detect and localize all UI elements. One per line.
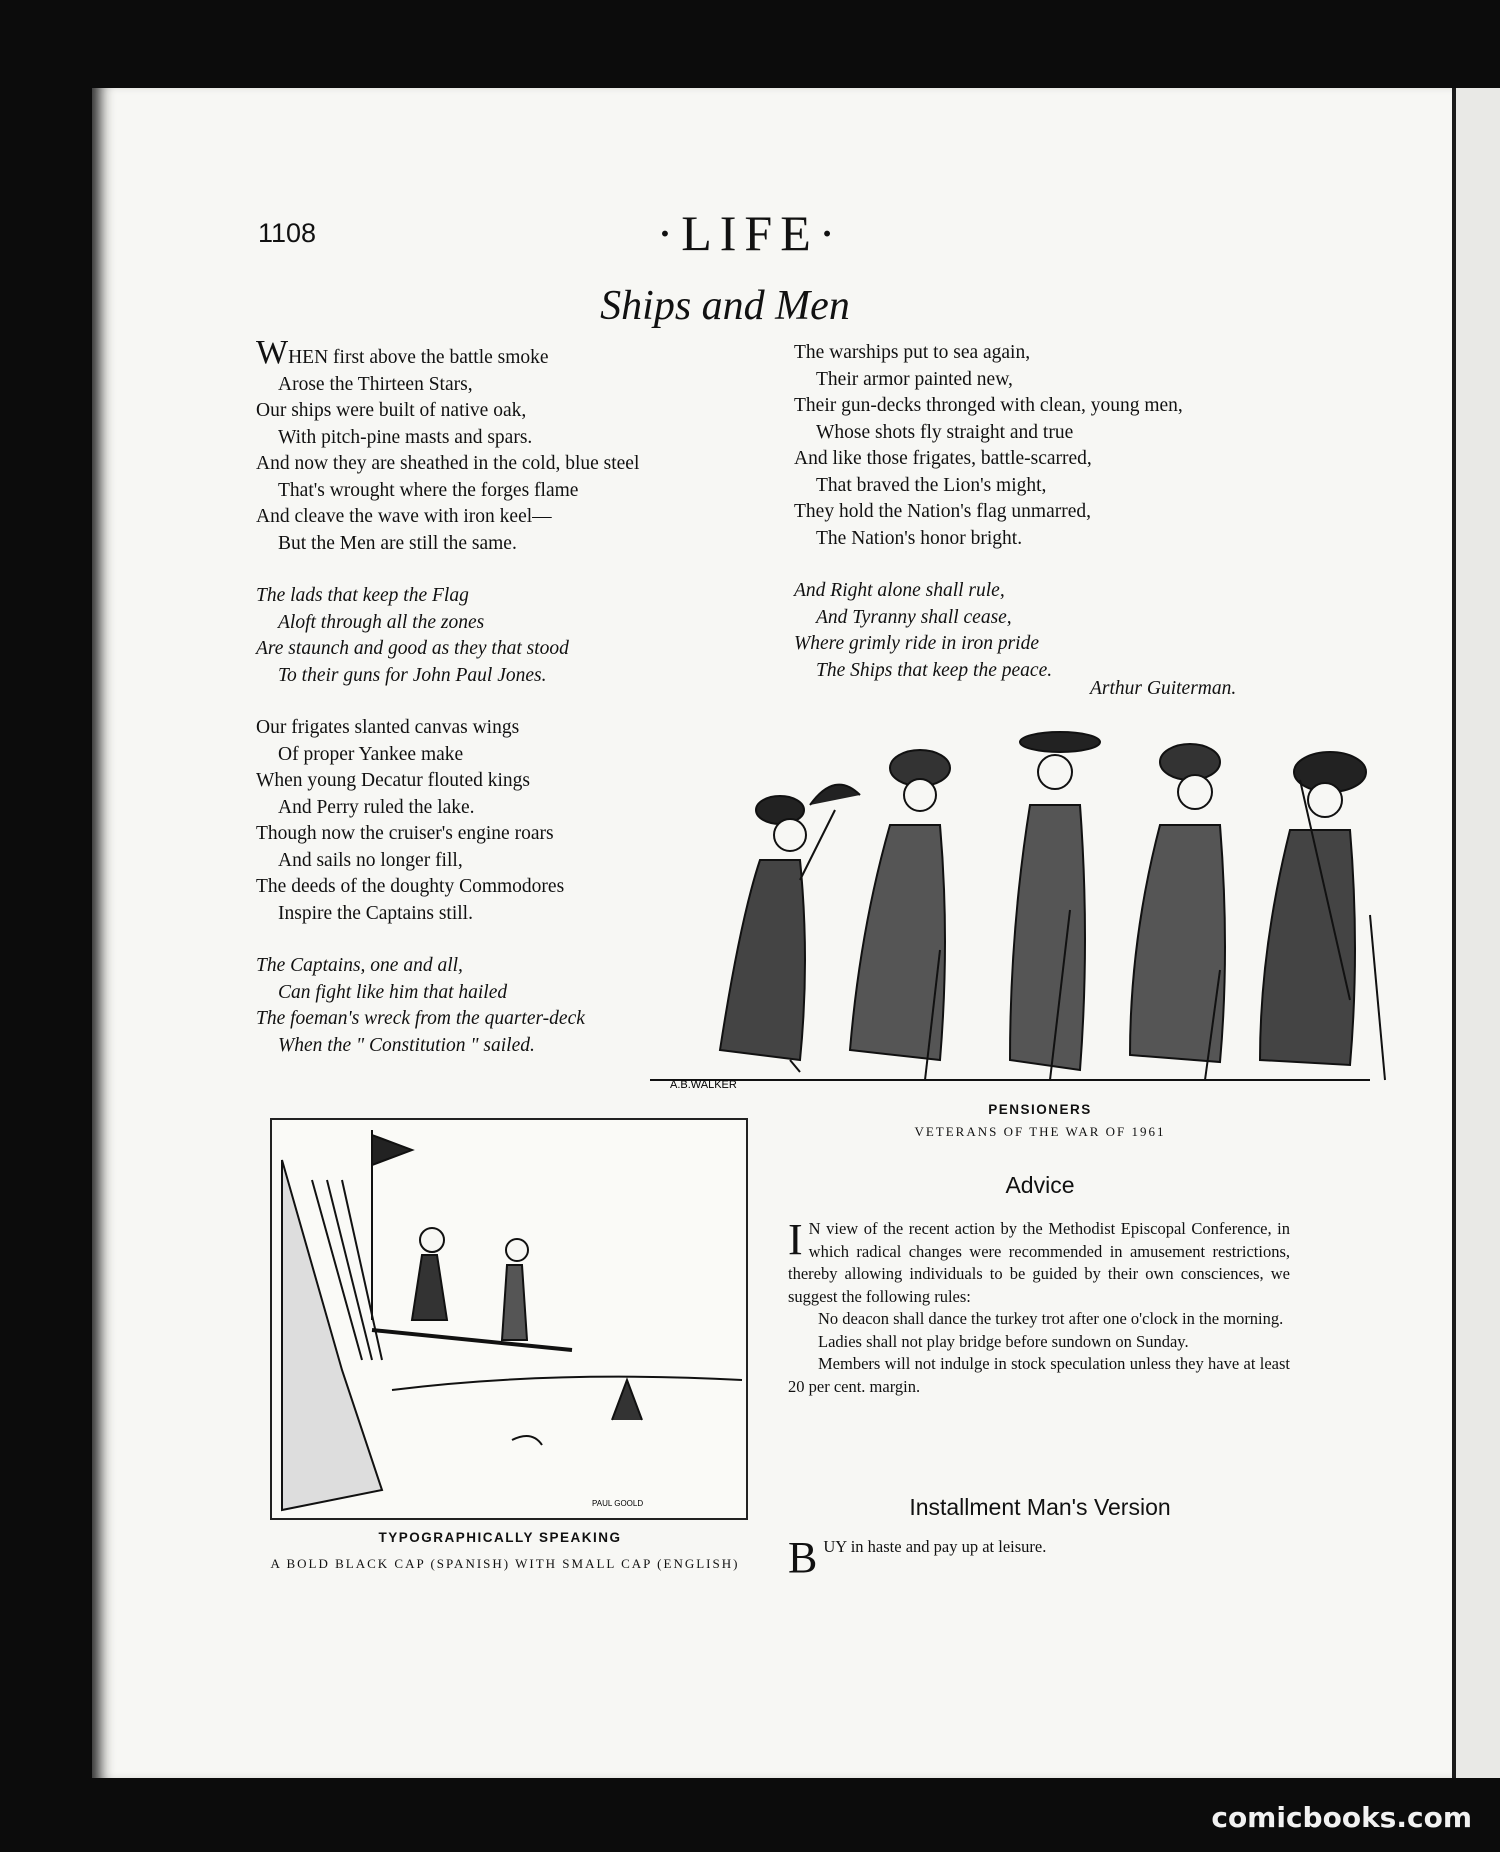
poem-left-line-text: And now they are sheathed in the cold, blue steel — [256, 453, 640, 474]
poem-left-line-text: Aloft through all the zones — [278, 611, 485, 633]
installment-text: UY in haste and pay up at leisure. — [823, 1537, 1047, 1556]
poem-left-line-text: And Perry ruled the lake. — [278, 796, 475, 818]
poem-right-line — [794, 393, 1294, 420]
poem-right-line-text: Where grimly ride in iron pride — [794, 633, 1039, 654]
poem-left-line-text: Our frigates slanted canvas wings — [256, 717, 520, 738]
poem-right-line-text: That braved the Lion's might, — [816, 474, 1047, 496]
poem-right-line — [794, 340, 1294, 367]
poem-left-line-text: Our ships were built of native oak, — [256, 400, 527, 421]
advice-rule: No deacon shall dance the turkey trot after one o'clock in the morning. — [818, 1309, 1284, 1328]
poem-left-line-text: HEN first above the battle smoke — [288, 347, 549, 368]
pensioners-caption-title: PENSIONERS — [988, 1102, 1092, 1117]
poem-left-line — [256, 372, 776, 399]
poem-left-line — [256, 478, 776, 505]
poem-right-line — [794, 499, 1294, 526]
advice-first-paragraph: N view of the recent action by the Methodist Episcopal Conference, in which radical changes were recommended in amusement restrictions, thereby allowing individuals to be guided by their own consciences, we suggest the following rules: — [788, 1219, 1290, 1306]
poem-left-line — [256, 504, 776, 531]
poem-right-line — [794, 446, 1294, 473]
poem-right-line — [794, 552, 1294, 578]
poem-left-line-text: The foeman's wreck from the quarter-deck — [256, 1008, 585, 1029]
poem-left-line — [256, 636, 776, 663]
poem-left-line — [256, 663, 776, 690]
pensioners-signature: A.B.WALKER — [670, 1079, 737, 1090]
captain-figure — [502, 1265, 527, 1340]
poem-left-line-text: To their guns for John Paul Jones. — [278, 664, 547, 686]
advice-rule: Ladies shall not play bridge before sundown on Sunday. — [818, 1331, 1189, 1351]
poem-left-line-text: And cleave the wave with iron keel— — [256, 506, 552, 527]
poem-right-line-text: The Ships that keep the peace. — [816, 659, 1053, 681]
poem-right-line — [794, 526, 1294, 553]
advice-heading: Advice — [1005, 1172, 1075, 1198]
poem-right-line — [794, 473, 1294, 500]
site-watermark: comicbooks.com — [1211, 1801, 1472, 1834]
poem-right-line-text: Their gun-decks thronged with clean, young men, — [794, 395, 1183, 416]
poem-right-line-text: They hold the Nation's flag unmarred, — [794, 501, 1092, 522]
poem-left-line-text: Are staunch and good as they that stood — [256, 638, 569, 659]
flag — [372, 1135, 412, 1165]
typographic-caption-subtitle: A BOLD BLACK CAP (SPANISH) WITH SMALL CAP (ENGLISH) — [270, 1556, 740, 1571]
poem-left-line-text: Can fight like him that hailed — [278, 981, 508, 1003]
pensioner-figure-3 — [1010, 732, 1100, 1080]
pensioners-illustration — [650, 700, 1410, 1090]
advice-dropcap: I — [788, 1215, 803, 1264]
poem-right-line-text: And like those frigates, battle-scarred, — [794, 448, 1092, 469]
poem-right-line — [794, 631, 1294, 658]
poem-right-line-text: The Nation's honor bright. — [816, 527, 1023, 549]
advice-rule: Members will not indulge in stock speculation unless they have at least 20 per cent. margin. — [788, 1354, 1290, 1396]
poem-left-line — [256, 583, 776, 610]
poem-right-line-text: And Tyranny shall cease, — [816, 606, 1012, 628]
page-number: 1108 — [258, 218, 317, 248]
poem-left-line-text: The deeds of the doughty Commodores — [256, 876, 565, 897]
typographic-signature: PAUL GOOLD — [592, 1499, 644, 1508]
poem-left-line — [256, 557, 776, 583]
poem-right-line-text: The warships put to sea again, — [794, 342, 1031, 363]
next-page-edge — [1452, 88, 1500, 1778]
poem-left-line — [256, 531, 776, 558]
installment-body — [788, 1533, 1290, 1582]
masthead: ·LIFE· — [656, 205, 844, 261]
installment-dropcap: B — [788, 1533, 818, 1582]
pensioner-figure-4 — [1130, 744, 1225, 1080]
poem-left-line-text: The Captains, one and all, — [256, 955, 463, 976]
pensioners-caption-subtitle: VETERANS OF THE WAR OF 1961 — [914, 1124, 1166, 1139]
poem-right-column — [794, 340, 1294, 684]
shark-fin — [612, 1380, 642, 1420]
poem-right-line-text: Their armor painted new, — [816, 368, 1013, 390]
poem-right-line — [794, 578, 1294, 605]
advice-body — [788, 1215, 1290, 1398]
plank — [372, 1330, 572, 1350]
typographic-illustration — [272, 1120, 746, 1518]
poem-left-line — [256, 398, 776, 425]
poem-left-line-text: And sails no longer fill, — [278, 849, 463, 871]
poem-left-line-text: The lads that keep the Flag — [256, 585, 469, 606]
poem-left-line-text: Arose the Thirteen Stars, — [278, 373, 473, 395]
poem-author: Arthur Guiterman. — [1090, 678, 1237, 699]
poem-right-line — [794, 605, 1294, 632]
poem-left-line — [256, 334, 776, 372]
installment-heading: Installment Man's Version — [909, 1494, 1171, 1520]
poem-left-line-text: But the Men are still the same. — [278, 532, 517, 554]
pensioner-figure-2 — [850, 750, 950, 1080]
typographic-caption-title: TYPOGRAPHICALLY SPEAKING — [378, 1530, 622, 1545]
poem-left-line — [256, 451, 776, 478]
poem-left-line-text: Though now the cruiser's engine roars — [256, 823, 554, 844]
pensioner-figure-5 — [1260, 752, 1385, 1080]
poem-left-line — [256, 610, 776, 637]
pensioner-figure-1 — [720, 785, 860, 1072]
pirate-figure — [412, 1255, 447, 1320]
poem-left-line-text: That's wrought where the forges flame — [278, 479, 579, 501]
poem-left-line — [256, 425, 776, 452]
poem-title: Ships and Men — [600, 283, 850, 329]
poem-left-line-text: Of proper Yankee make — [278, 743, 464, 765]
poem-dropcap: W — [256, 334, 289, 371]
poem-left-line-text: With pitch-pine masts and spars. — [278, 426, 533, 448]
poem-left-line-text: Inspire the Captains still. — [278, 902, 473, 924]
poem-right-line-text: And Right alone shall rule, — [794, 580, 1005, 601]
poem-right-line — [794, 367, 1294, 394]
poem-left-line-text: When the " Constitution " sailed. — [278, 1034, 535, 1056]
poem-left-line-text: When young Decatur flouted kings — [256, 770, 531, 791]
typographic-illustration-frame — [270, 1118, 748, 1520]
poem-right-line-text: Whose shots fly straight and true — [816, 421, 1074, 443]
ship-hull — [282, 1160, 382, 1510]
poem-right-line — [794, 420, 1294, 447]
